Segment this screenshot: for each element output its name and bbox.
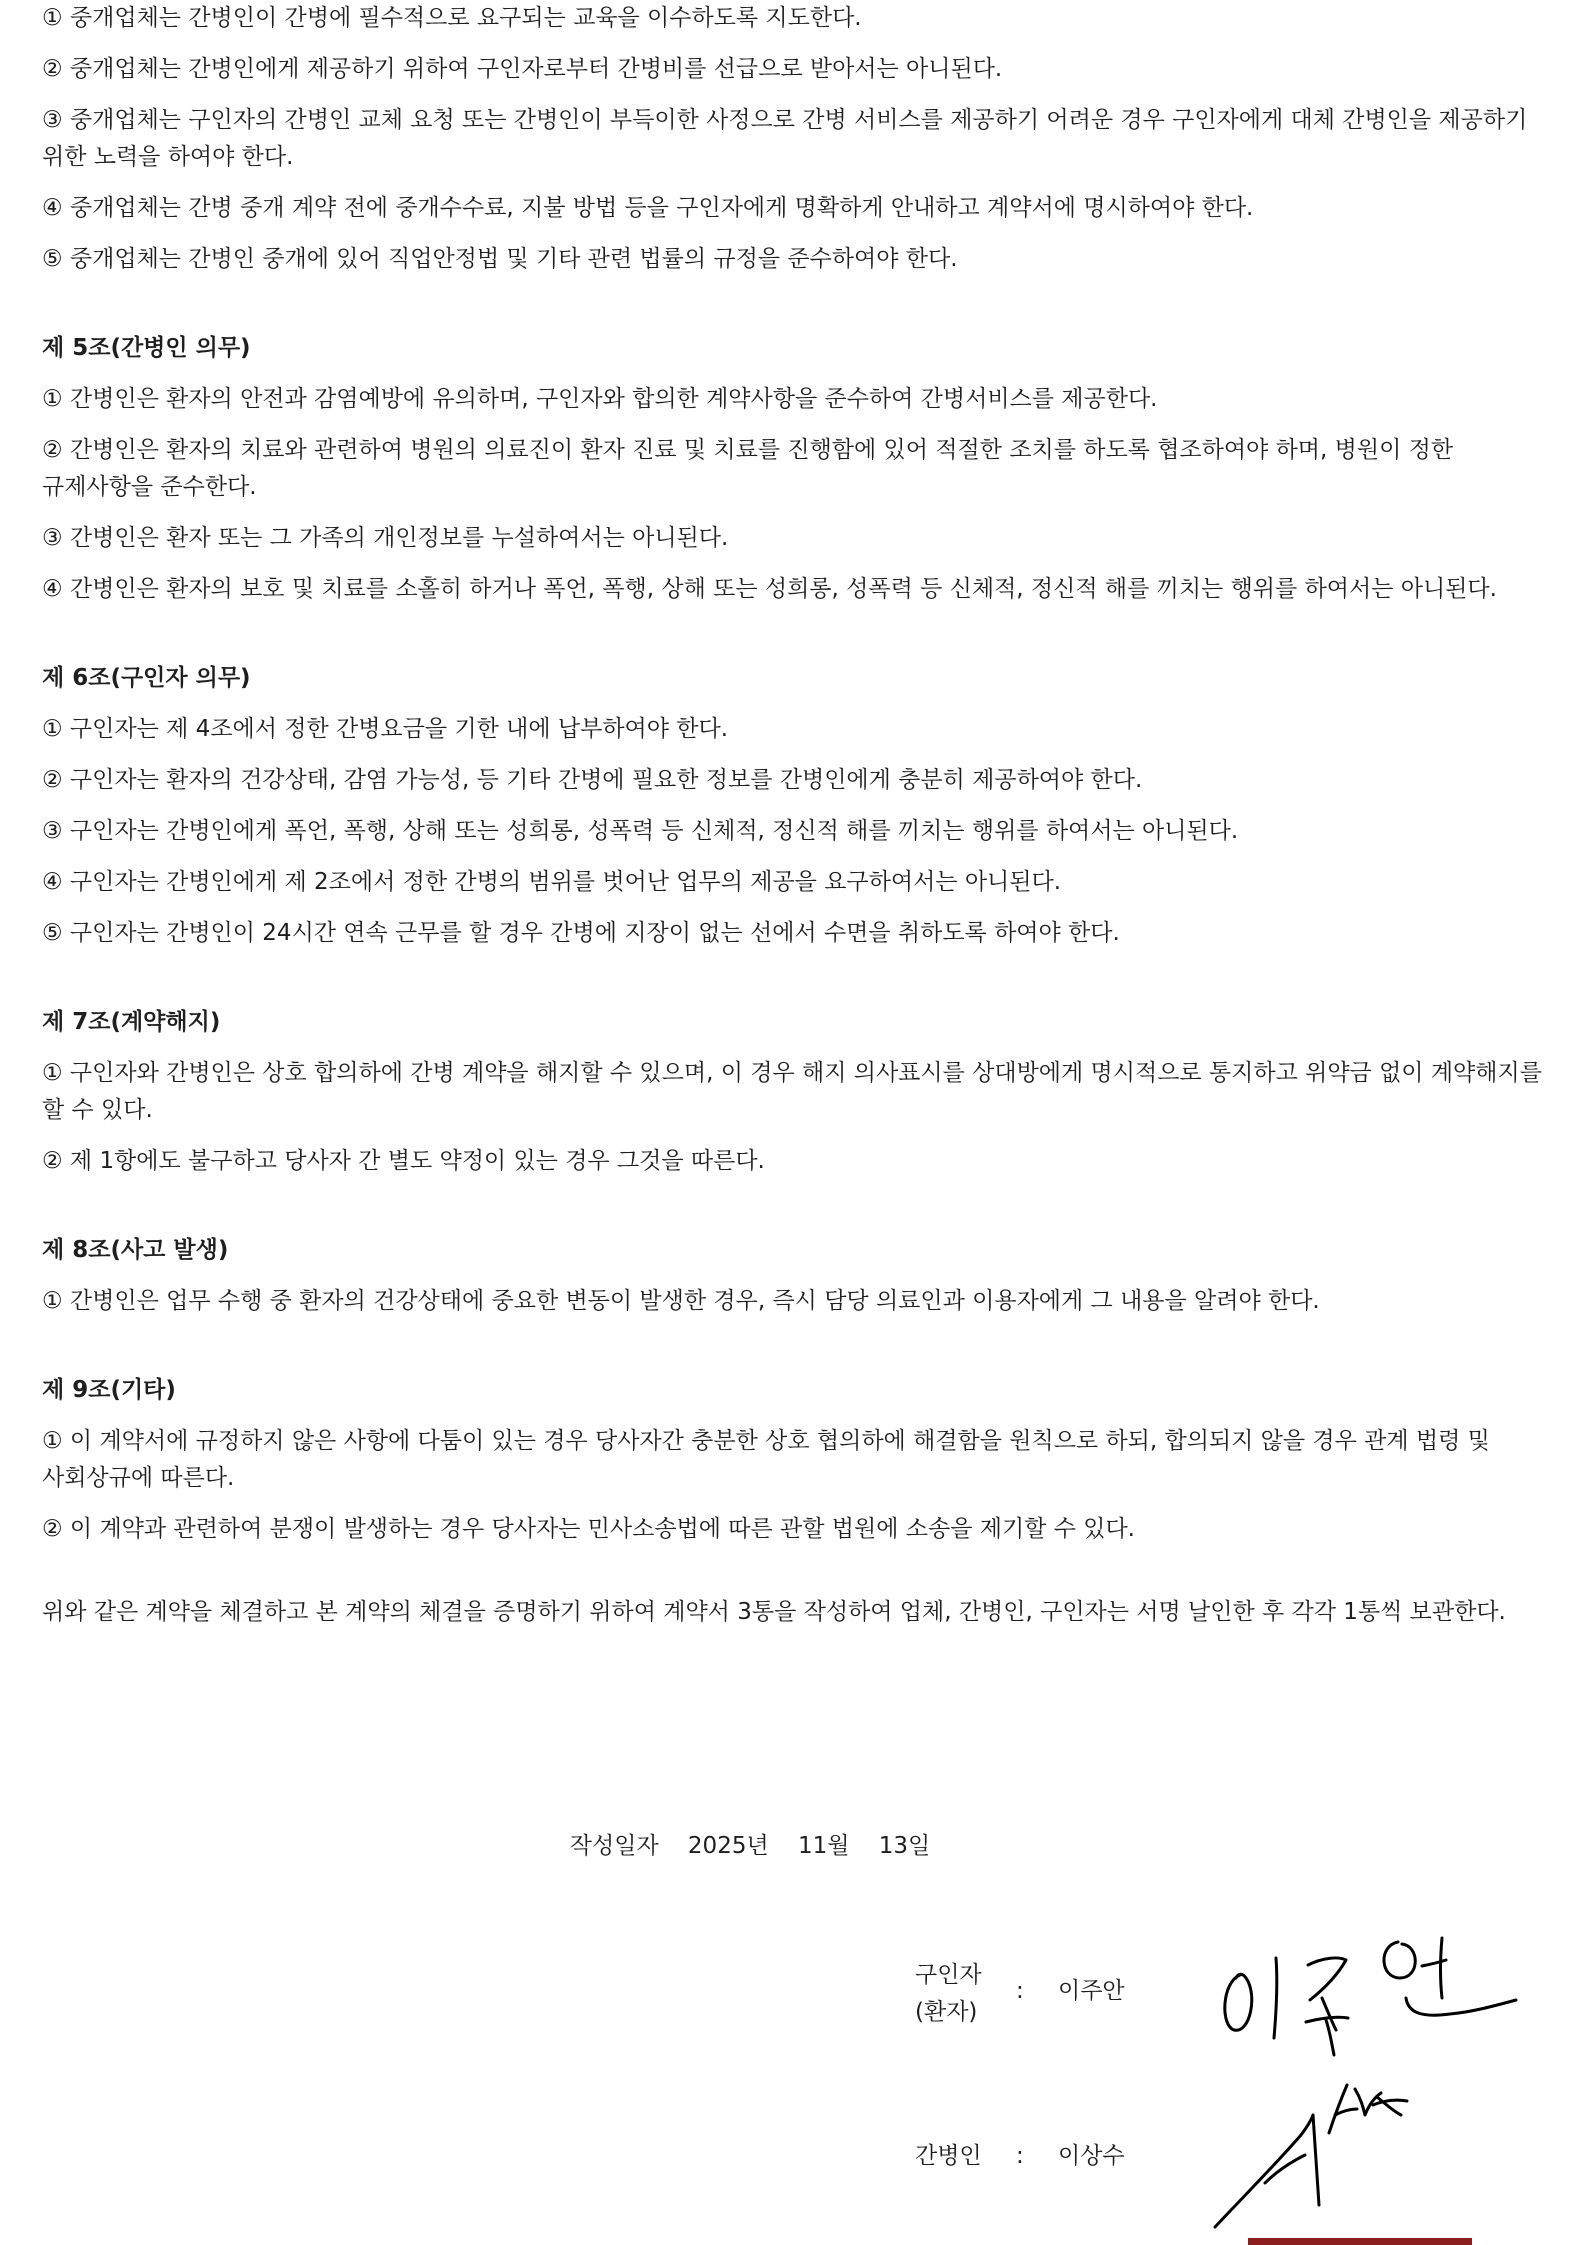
article-heading: 제 5조(간병인 의무): [42, 335, 251, 361]
clause-item: ① 이 계약서에 규정하지 않은 사항에 다툼이 있는 경우 당사자간 충분한 상호 협의하에 해결함을 원칙으로 하되, 합의되지 않을 경우 관계 법령 및 사회상규에 따른다.: [42, 1428, 1490, 1491]
accent-bar: [1248, 2238, 1472, 2245]
clause-item: ① 중개업체는 간병인이 간병에 필수적으로 요구되는 교육을 이수하도록 지도한다.: [42, 5, 862, 31]
clause-item: ② 간병인은 환자의 치료와 관련하여 병원의 의료진이 환자 진료 및 치료를 진행함에 있어 적절한 조치를 하도록 협조하여야 하며, 병원이 정한 규제사항을 준수한다.: [42, 437, 1454, 500]
section-spacer: [42, 966, 1552, 1004]
clause-item: ① 구인자와 간병인은 상호 합의하에 간병 계약을 해지할 수 있으며, 이 경우 해지 의사표시를 상대방에게 명시적으로 통지하고 위약금 없이 계약해지를 할 수 있다.: [42, 1060, 1542, 1123]
caregiver-signature: [1205, 2075, 1465, 2235]
client-label: [915, 1957, 982, 2031]
article-list: [42, 292, 1552, 1548]
clause-item: ① 구인자는 제 4조에서 정한 간병요금을 기한 내에 납부하여야 한다.: [42, 716, 729, 742]
client-signature: [1210, 1920, 1530, 2060]
clause-item: ④ 구인자는 간병인에게 제 2조에서 정한 간병의 범위를 벗어난 업무의 제공을 요구하여서는 아니된다.: [42, 869, 1062, 895]
clause-item: ③ 중개업체는 구인자의 간병인 교체 요청 또는 간병인이 부득이한 사정으로 간병 서비스를 제공하기 어려운 경우 구인자에게 대체 간병인을 제공하기 위한 노력을 하여야 한다.: [42, 107, 1528, 170]
caregiver-name: 이상수: [1058, 2143, 1125, 2169]
clause-item: ⑤ 중개업체는 간병인 중개에 있어 직업안정법 및 기타 관련 법률의 규정을 준수하여야 한다.: [42, 246, 958, 272]
caregiver-colon: :: [1016, 2143, 1024, 2169]
clause-item: ② 중개업체는 간병인에게 제공하기 위하여 구인자로부터 간병비를 선급으로 받아서는 아니된다.: [42, 56, 1003, 82]
section-spacer: [42, 622, 1552, 660]
date-line: [0, 1828, 1500, 1865]
client-name: 이주안: [1058, 1978, 1125, 2004]
client-label-line2: (환자): [915, 1999, 978, 2025]
caregiver-label: 간병인: [915, 2143, 982, 2169]
client-colon: :: [1016, 1978, 1024, 2004]
clause-item: ③ 간병인은 환자 또는 그 가족의 개인정보를 누설하여서는 아니된다.: [42, 525, 729, 551]
date-year: 2025년: [687, 1833, 769, 1859]
section-spacer: [42, 1194, 1552, 1232]
section-spacer: [42, 1334, 1552, 1372]
clause-item: ⑤ 구인자는 간병인이 24시간 연속 근무를 할 경우 간병에 지장이 없는 선에서 수면을 취하도록 하여야 한다.: [42, 920, 1120, 946]
article-section: [42, 1004, 1552, 1180]
clause-item: ② 구인자는 환자의 건강상태, 감염 가능성, 등 기타 간병에 필요한 정보를 간병인에게 충분히 제공하여야 한다.: [42, 767, 1143, 793]
clause-item: ④ 간병인은 환자의 보호 및 치료를 소홀히 하거나 폭언, 폭행, 상해 또는 성희롱, 성폭력 등 신체적, 정신적 해를 끼치는 행위를 하여서는 아니된다.: [42, 576, 1497, 602]
closing-statement: 위와 같은 계약을 체결하고 본 계약의 체결을 증명하기 위하여 계약서 3통을 작성하여 업체, 간병인, 구인자는 서명 날인한 후 각각 1통씩 보관한다.: [42, 1599, 1506, 1625]
date-day: 13일: [878, 1833, 931, 1859]
article-section: [42, 1372, 1552, 1548]
intro-clauses: [42, 0, 1552, 278]
article-section: [42, 1232, 1552, 1320]
clause-item: ④ 중개업체는 간병 중개 계약 전에 중개수수료, 지불 방법 등을 구인자에게 명확하게 안내하고 계약서에 명시하여야 한다.: [42, 195, 1254, 221]
section-spacer: [42, 292, 1552, 330]
article-heading: 제 6조(구인자 의무): [42, 665, 251, 691]
client-label-line1: 구인자: [915, 1962, 982, 1988]
article-section: [42, 660, 1552, 952]
clause-item: ① 간병인은 업무 수행 중 환자의 건강상태에 중요한 변동이 발생한 경우, 즉시 담당 의료인과 이용자에게 그 내용을 알려야 한다.: [42, 1288, 1320, 1314]
article-heading: 제 8조(사고 발생): [42, 1237, 229, 1263]
date-month: 11월: [797, 1833, 850, 1859]
article-section: [42, 330, 1552, 608]
clause-item: ② 제 1항에도 불구하고 당사자 간 별도 약정이 있는 경우 그것을 따른다.: [42, 1148, 765, 1174]
clause-item: ① 간병인은 환자의 안전과 감염예방에 유의하며, 구인자와 합의한 계약사항을 준수하여 간병서비스를 제공한다.: [42, 386, 1158, 412]
article-heading: 제 7조(계약해지): [42, 1009, 221, 1035]
date-label: 작성일자: [569, 1833, 659, 1859]
clause-item: ② 이 계약과 관련하여 분쟁이 발생하는 경우 당사자는 민사소송법에 따른 관할 법원에 소송을 제기할 수 있다.: [42, 1516, 1135, 1542]
contract-document: [42, 0, 1552, 1631]
clause-item: ③ 구인자는 간병인에게 폭언, 폭행, 상해 또는 성희롱, 성폭력 등 신체적, 정신적 해를 끼치는 행위를 하여서는 아니된다.: [42, 818, 1239, 844]
article-heading: 제 9조(기타): [42, 1377, 176, 1403]
